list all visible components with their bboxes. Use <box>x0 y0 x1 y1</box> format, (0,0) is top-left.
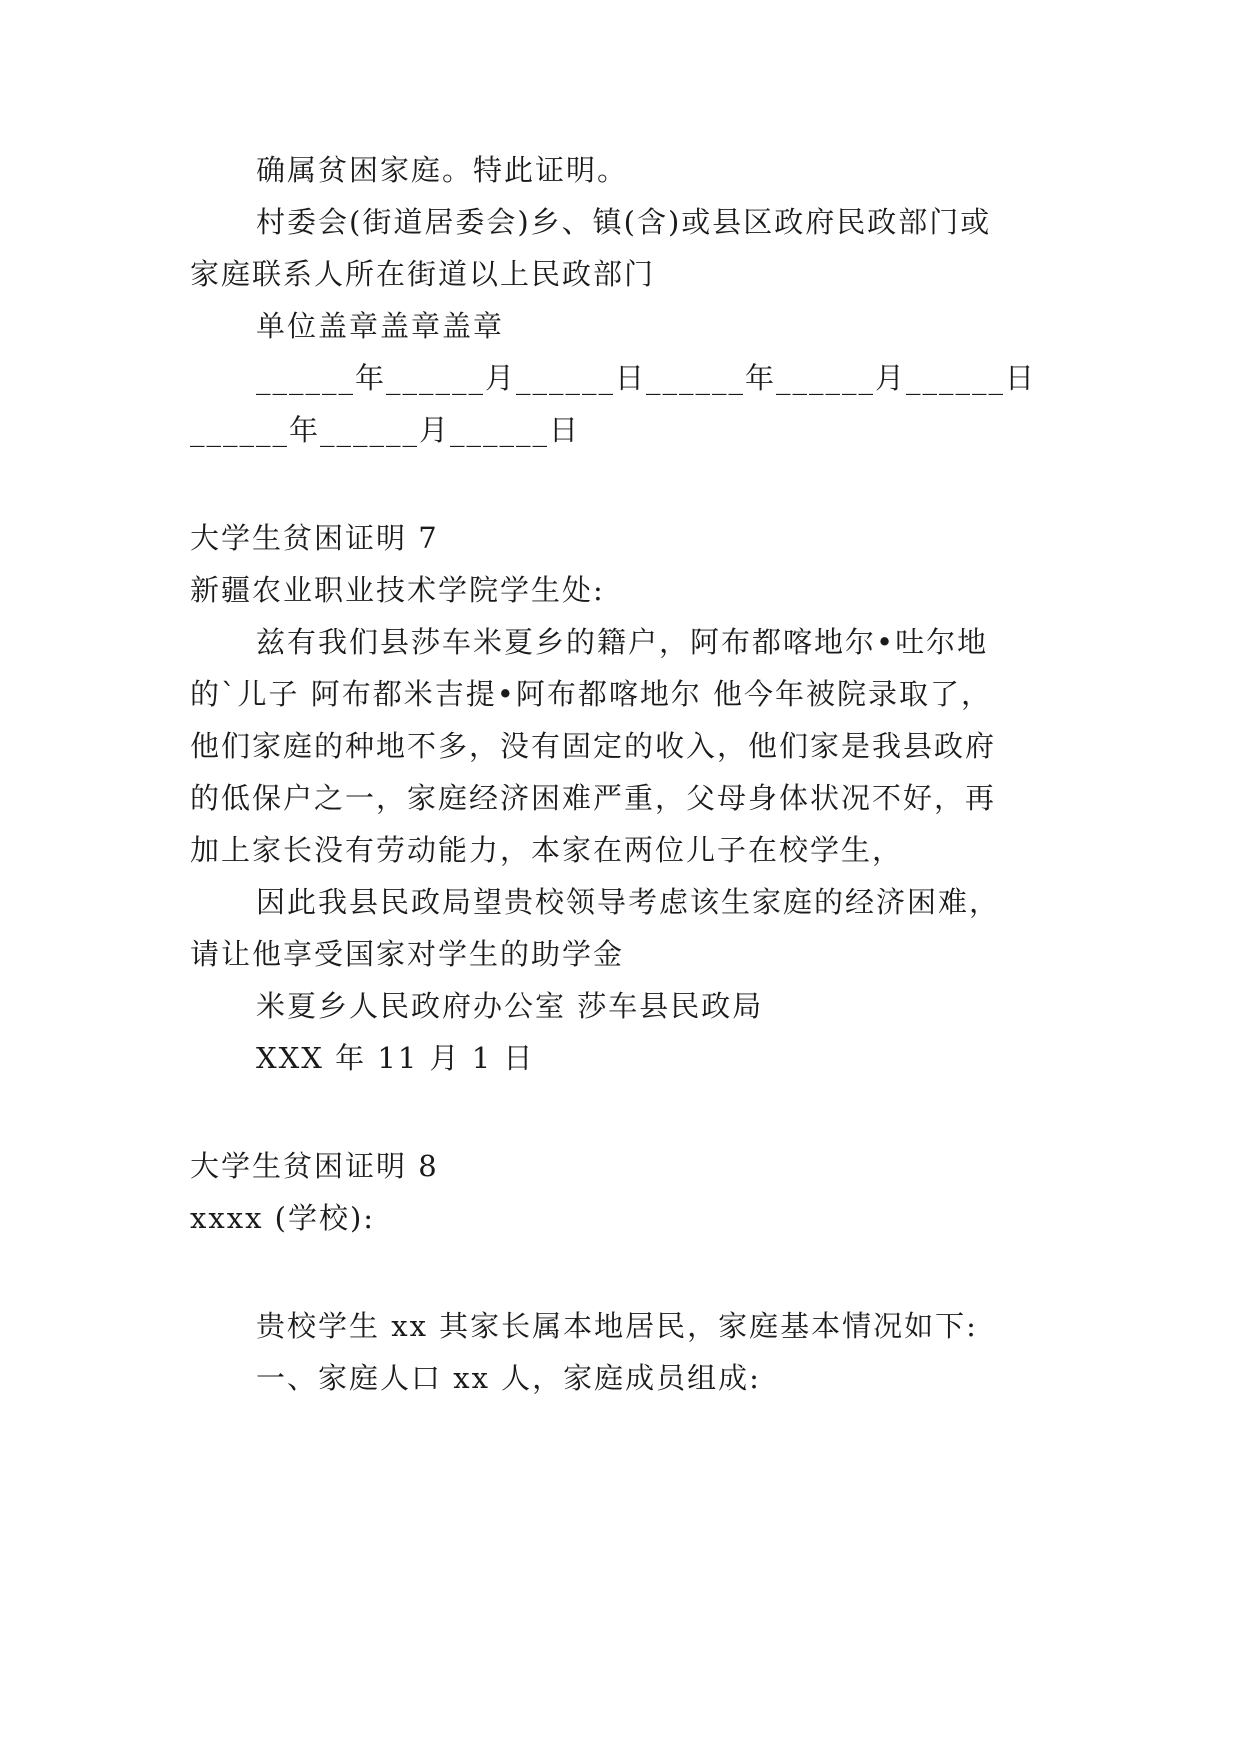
signer-line: 米夏乡人民政府办公室 莎车县民政局 <box>256 989 764 1023</box>
date-line: XXX 年 11 月 1 日 <box>256 1041 535 1075</box>
paragraph-line: 的`儿子 阿布都米吉提•阿布都喀地尔 他今年被院录取了， <box>190 677 993 711</box>
paragraph-line: 加上家长没有劳动能力，本家在两位儿子在校学生， <box>190 833 904 867</box>
paragraph-line: 的低保户之一，家庭经济困难严重，父母身体状况不好，再 <box>190 781 997 815</box>
date-line: ______年______月______日______年______月______日 <box>256 361 1037 395</box>
section-title: 大学生贫困证明 7 <box>190 521 439 555</box>
addressee: 新疆农业职业技术学院学生处: <box>190 573 605 607</box>
paragraph-line: 确属贫困家庭。特此证明。 <box>256 153 629 187</box>
paragraph-line: 一、家庭人口 xx 人，家庭成员组成: <box>256 1361 761 1395</box>
paragraph-line: 村委会(街道居委会)乡、镇(含)或县区政府民政部门或 <box>256 205 992 239</box>
seal-line: 单位盖章盖章盖章 <box>256 309 505 343</box>
section-title: 大学生贫困证明 8 <box>190 1149 439 1183</box>
addressee: xxxx (学校): <box>190 1201 376 1235</box>
paragraph-line: 因此我县民政局望贵校领导考虑该生家庭的经济困难， <box>256 885 1001 919</box>
date-line: ______年______月______日 <box>190 413 581 447</box>
paragraph-line: 贵校学生 xx 其家长属本地居民，家庭基本情况如下: <box>256 1309 978 1343</box>
paragraph-line: 他们家庭的种地不多，没有固定的收入，他们家是我县政府 <box>190 729 997 763</box>
paragraph-line: 兹有我们县莎车米夏乡的籍户，阿布都喀地尔•吐尔地 <box>256 625 989 659</box>
paragraph-line: 请让他享受国家对学生的助学金 <box>190 937 625 971</box>
paragraph-line: 家庭联系人所在街道以上民政部门 <box>190 257 656 291</box>
